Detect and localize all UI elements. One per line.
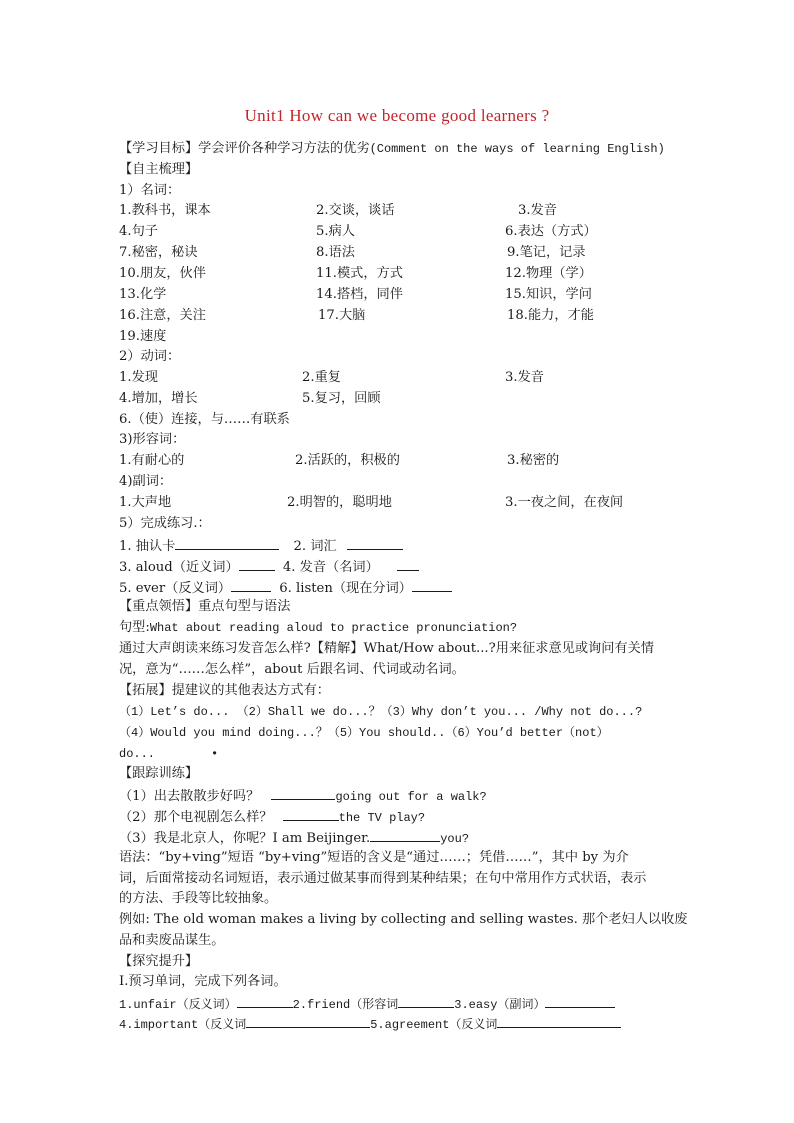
key-sentence <box>119 619 517 637</box>
nouns-heading: 1）名词： <box>119 183 181 198</box>
word-prompt: 2.friend（形容词 <box>292 998 399 1012</box>
bullet-dot-icon: • <box>211 747 219 761</box>
adjectives-heading: 3)形容词： <box>119 432 186 447</box>
adjective-item: 3.秘密的 <box>507 453 560 468</box>
noun-item: 1.教科书，课本 <box>119 203 211 218</box>
answer-blank[interactable] <box>239 557 275 571</box>
extension-line: （4）Would you mind doing...？（5）You should..（6）You’d better（not） <box>119 726 609 740</box>
self-review-heading: 【自主梳理】 <box>119 162 199 177</box>
noun-item: 13.化学 <box>119 287 167 302</box>
practice-heading: 【跟踪训练】 <box>119 766 199 781</box>
word-prompt: 5.agreement（反义词 <box>370 1018 498 1032</box>
word-prompt: 3.easy（副词） <box>454 998 546 1012</box>
noun-item: 14.搭档，同伴 <box>316 287 403 302</box>
goal-text: 学会评价各种学习方法的优劣 <box>198 141 370 156</box>
exercise-line <box>119 578 452 598</box>
page-title: Unit1 How can we become good learners ? <box>244 106 550 125</box>
exercise-prompt: 5. ever（反义词） <box>119 581 232 596</box>
noun-item: 4.句子 <box>119 224 158 239</box>
exercise-prompt: 4. 发音（名词） <box>282 560 379 575</box>
question-text: （1）出去散散步好吗？ <box>119 789 260 804</box>
verb-item: 2.重复 <box>302 370 341 385</box>
exercise-prompt: 2. 词汇 <box>293 539 337 554</box>
exercise-heading: 5）完成练习.： <box>119 516 211 531</box>
noun-item: 3.发音 <box>518 203 557 218</box>
explanation-text: 况，意为“……怎么样”，about 后跟名词、代词或动名词。 <box>119 662 465 677</box>
noun-item: 15.知识，学问 <box>505 287 592 302</box>
answer-blank[interactable] <box>412 578 452 592</box>
extension-line: （1）Let’s do... （2）Shall we do...？（3）Why don’t you... /Why not do...? <box>119 705 643 719</box>
adjective-item: 1.有耐心的 <box>119 453 185 468</box>
grammar-text: 的方法、手段等比较抽象。 <box>119 891 278 906</box>
answer-blank[interactable] <box>497 1014 621 1028</box>
verb-item: 5.复习，回顾 <box>302 391 381 406</box>
answer-blank[interactable] <box>370 828 440 842</box>
verb-item: 6.（使）连接，与……有联系 <box>119 412 290 427</box>
adverbs-heading: 4)副词： <box>119 474 173 489</box>
learning-goal <box>119 140 665 158</box>
answer-blank[interactable] <box>283 807 339 821</box>
question-text: （2）那个电视剧怎么样？ <box>119 810 273 825</box>
practice-question <box>119 807 425 827</box>
explanation-text: 通过大声朗读来练习发音怎么样?【精解】What/How about...?用来征求意见或询问有关情 <box>119 641 654 656</box>
answer-blank[interactable] <box>271 786 335 800</box>
adverb-item: 3.一夜之间，在夜间 <box>505 495 624 510</box>
noun-item: 17.大脑 <box>318 308 366 323</box>
answer-blank[interactable] <box>231 578 271 592</box>
practice-question <box>119 828 469 848</box>
word-exercise-line <box>119 994 615 1014</box>
example-text: 例如: The old woman makes a living by collecting and selling wastes. 那个老妇人以收废 <box>119 912 688 927</box>
verb-item: 4.增加，增长 <box>119 391 198 406</box>
adverb-item: 1.大声地 <box>119 495 172 510</box>
extension-line <box>119 745 218 763</box>
sentence-label: 句型: <box>119 620 150 635</box>
key-points-heading: 【重点领悟】重点句型与语法 <box>119 599 291 614</box>
question-text: （3）我是北京人，你呢？I am Beijinger. <box>119 831 371 846</box>
answer-blank[interactable] <box>347 536 403 550</box>
question-text: you? <box>440 832 470 846</box>
extension-heading: 【拓展】提建议的其他表达方式有： <box>119 683 330 698</box>
sentence-text: What about reading aloud to practice pronunciation? <box>149 621 518 635</box>
noun-item: 8.语法 <box>316 245 355 260</box>
answer-blank[interactable] <box>237 994 293 1008</box>
exercise-prompt: 6. listen（现在分词） <box>279 581 412 596</box>
explore-heading: 【探究提升】 <box>119 954 199 969</box>
noun-item: 12.物理（学） <box>505 266 592 281</box>
noun-item: 7.秘密，秘诀 <box>119 245 198 260</box>
verb-item: 1.发现 <box>119 370 158 385</box>
noun-item: 2.交谈，谈话 <box>316 203 395 218</box>
grammar-text: 语法：“by+ving”短语 “by+ving”短语的含义是“通过……；凭借……”，其中 by 为介 <box>119 850 629 865</box>
goal-english: (Comment on the ways of learning English) <box>369 142 665 156</box>
answer-blank[interactable] <box>545 994 615 1008</box>
word-prompt: 1.unfair（反义词） <box>119 998 237 1012</box>
noun-item: 11.模式，方式 <box>316 266 403 281</box>
noun-item: 6.表达（方式） <box>505 224 597 239</box>
noun-item: 10.朋友，伙伴 <box>119 266 206 281</box>
exercise-line <box>119 557 419 577</box>
word-prompt: 4.important（反义词 <box>119 1018 247 1032</box>
explore-instruction: Ⅰ.预习单词，完成下列各词。 <box>119 974 287 989</box>
answer-blank[interactable] <box>246 1014 370 1028</box>
noun-item: 9.笔记，记录 <box>507 245 586 260</box>
noun-item: 5.病人 <box>316 224 355 239</box>
extension-text: do... <box>119 747 156 761</box>
goal-tag: 【学习目标】 <box>119 141 199 156</box>
question-text: the TV play? <box>338 811 426 825</box>
answer-blank[interactable] <box>175 536 279 550</box>
answer-blank[interactable] <box>397 557 419 571</box>
example-text: 品和卖废品谋生。 <box>119 933 225 948</box>
word-exercise-line <box>119 1014 621 1034</box>
adverb-item: 2.明智的，聪明地 <box>287 495 392 510</box>
verbs-heading: 2）动词： <box>119 349 181 364</box>
question-text: going out for a walk? <box>335 790 487 804</box>
answer-blank[interactable] <box>398 994 454 1008</box>
noun-item: 18.能力，才能 <box>507 308 594 323</box>
noun-item: 16.注意，关注 <box>119 308 206 323</box>
exercise-line <box>119 536 403 556</box>
noun-item: 19.速度 <box>119 329 167 344</box>
practice-question <box>119 786 487 806</box>
verb-item: 3.发音 <box>505 370 544 385</box>
exercise-prompt: 3. aloud（近义词） <box>119 560 239 575</box>
grammar-text: 词，后面常接动名词短语，表示通过做某事而得到某种结果；在句中常用作方式状语，表示 <box>119 871 647 886</box>
exercise-prompt: 1. 抽认卡 <box>119 539 176 554</box>
adjective-item: 2.活跃的，积极的 <box>295 453 400 468</box>
